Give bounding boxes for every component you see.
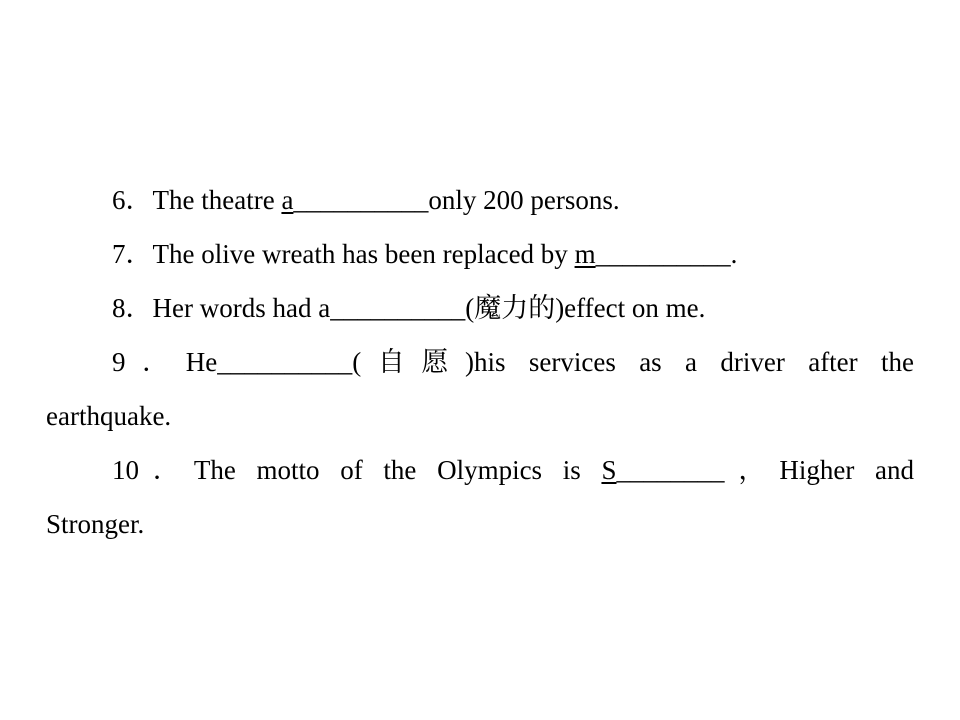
answer-hint-letter: m xyxy=(574,239,596,269)
question-text-end: (魔力的)effect on me. xyxy=(465,293,706,323)
answer-blank[interactable]: __________ xyxy=(330,293,466,323)
question-text: The motto of the Olympics is xyxy=(193,455,602,485)
answer-blank[interactable]: ________ xyxy=(616,455,725,485)
answer-blank[interactable]: __________ xyxy=(293,185,429,215)
answer-hint-letter: a xyxy=(281,185,294,215)
question-text: The olive wreath has been replaced by xyxy=(152,239,575,269)
question-6 xyxy=(112,184,620,216)
question-7 xyxy=(112,238,737,270)
question-number: 9． xyxy=(112,347,186,377)
question-text-continued: earthquake. xyxy=(46,401,172,431)
question-text: He__________(自愿)his services as a driver after the xyxy=(185,347,915,377)
question-8 xyxy=(112,292,705,324)
question-text: Her words had a xyxy=(152,293,331,323)
question-9-line-2 xyxy=(46,400,171,432)
answer-blank[interactable]: __________ xyxy=(595,239,731,269)
question-number: 6． xyxy=(112,185,153,215)
question-10-line-2 xyxy=(46,508,144,540)
question-10-line-1 xyxy=(112,454,914,486)
question-9-line-1 xyxy=(112,346,914,378)
question-number: 7． xyxy=(112,239,153,269)
question-text-continued: Stronger. xyxy=(46,509,145,539)
answer-hint-letter: S xyxy=(601,455,617,485)
question-text-end: only 200 persons. xyxy=(428,185,620,215)
question-text: The theatre xyxy=(152,185,282,215)
question-text-end: . xyxy=(730,239,738,269)
question-number: 8． xyxy=(112,293,153,323)
question-text-end: ，Higher and xyxy=(724,455,914,485)
question-number: 10． xyxy=(112,455,194,485)
